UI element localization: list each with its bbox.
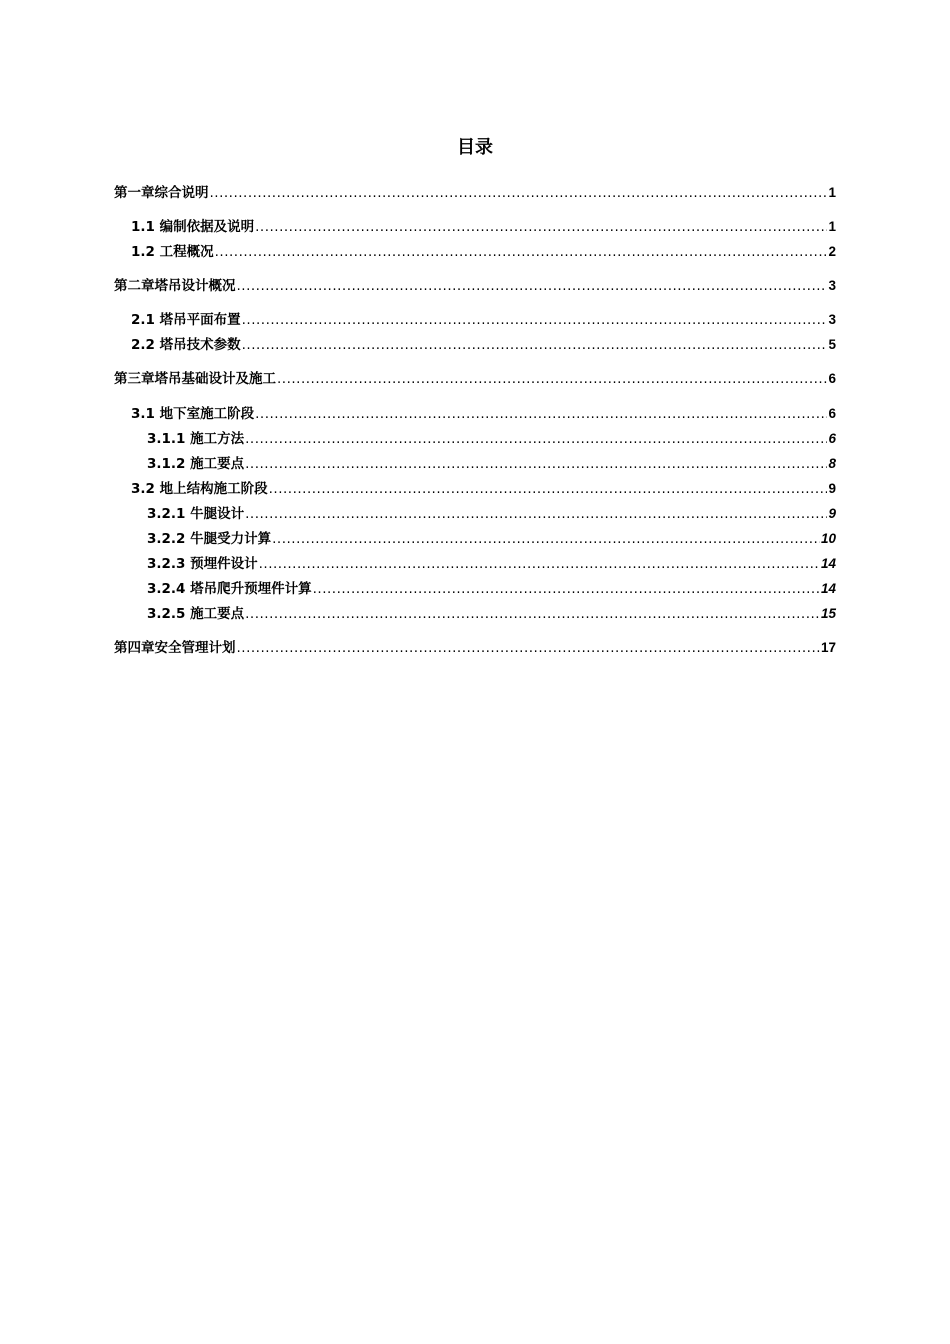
toc-leader <box>272 530 820 548</box>
toc-entry-label: 3.2 地上结构施工阶段 <box>131 481 268 497</box>
toc-entry-3-2-3[interactable] <box>147 555 836 573</box>
toc-entry-page: 1 <box>828 185 836 200</box>
toc-entry-label: 3.2.5 施工要点 <box>147 606 245 622</box>
toc-entry-page: 6 <box>828 431 836 446</box>
toc-entry-3-2-1[interactable] <box>147 505 836 523</box>
toc-leader <box>245 430 827 448</box>
toc-entry-page: 3 <box>828 312 836 327</box>
toc-entry-ch4[interactable] <box>114 639 836 657</box>
toc-entry-page: 5 <box>828 337 836 352</box>
toc-entry-page: 14 <box>820 581 836 596</box>
toc-leader <box>210 184 828 202</box>
toc-entry-label: 3.2.3 预埋件设计 <box>147 556 258 572</box>
toc-entry-label: 1.2 工程概况 <box>131 244 214 260</box>
toc-entry-page: 17 <box>820 640 836 655</box>
toc-entry-page: 10 <box>820 531 836 546</box>
toc-entry-page: 9 <box>828 506 836 521</box>
toc-leader <box>255 405 827 423</box>
toc-leader <box>259 555 820 573</box>
toc-entry-label: 第四章安全管理计划 <box>114 640 236 656</box>
toc-entry-label: 3.2.4 塔吊爬升预埋件计算 <box>147 581 312 597</box>
toc-entry-label: 第一章综合说明 <box>114 185 209 201</box>
toc-entry-ch3[interactable] <box>114 370 836 388</box>
toc-leader <box>245 505 827 523</box>
toc-entry-3-2[interactable] <box>131 480 836 498</box>
toc-entry-label: 第二章塔吊设计概况 <box>114 278 236 294</box>
toc-entry-label: 3.1 地下室施工阶段 <box>131 406 255 422</box>
toc-leader <box>245 455 827 473</box>
toc-leader <box>255 218 827 236</box>
toc-entry-page: 1 <box>828 219 836 234</box>
toc-leader <box>269 480 828 498</box>
toc-entry-label: 3.2.2 牛腿受力计算 <box>147 531 272 547</box>
toc-entry-3-2-4[interactable] <box>147 580 836 598</box>
toc-leader <box>215 243 828 261</box>
toc-entry-3-1-2[interactable] <box>147 455 836 473</box>
toc-entry-page: 14 <box>820 556 836 571</box>
toc-entry-ch1[interactable] <box>114 184 836 202</box>
toc-entry-3-1[interactable] <box>131 405 836 423</box>
toc-leader <box>245 605 820 623</box>
toc-entry-label: 3.2.1 牛腿设计 <box>147 506 245 522</box>
toc-entry-page: 3 <box>828 278 836 293</box>
toc-leader <box>242 311 828 329</box>
toc-entry-label: 第三章塔吊基础设计及施工 <box>114 371 276 387</box>
toc-entry-page: 6 <box>828 371 836 386</box>
toc-entry-1-2[interactable] <box>131 243 836 261</box>
toc-entry-label: 2.2 塔吊技术参数 <box>131 337 241 353</box>
toc-entry-page: 2 <box>828 244 836 259</box>
toc-entry-page: 15 <box>820 606 836 621</box>
toc-leader <box>277 370 827 388</box>
toc-leader <box>313 580 820 598</box>
toc-entry-label: 3.1.1 施工方法 <box>147 431 245 447</box>
toc-leader <box>237 277 828 295</box>
toc-entry-label: 3.1.2 施工要点 <box>147 456 245 472</box>
toc-entry-3-2-5[interactable] <box>147 605 836 623</box>
toc-entry-1-1[interactable] <box>131 218 836 236</box>
toc-entry-3-1-1[interactable] <box>147 430 836 448</box>
toc-leader <box>242 336 828 354</box>
page-title: 目录 <box>457 137 493 158</box>
toc-entry-ch2[interactable] <box>114 277 836 295</box>
toc-entry-page: 9 <box>828 481 836 496</box>
toc-entry-page: 6 <box>828 406 836 421</box>
toc-entry-label: 2.1 塔吊平面布置 <box>131 312 241 328</box>
toc-entry-3-2-2[interactable] <box>147 530 836 548</box>
toc-entry-page: 8 <box>828 456 836 471</box>
toc-leader <box>237 639 820 657</box>
toc-entry-label: 1.1 编制依据及说明 <box>131 219 255 235</box>
toc-entry-2-1[interactable] <box>131 311 836 329</box>
toc-entry-2-2[interactable] <box>131 336 836 354</box>
